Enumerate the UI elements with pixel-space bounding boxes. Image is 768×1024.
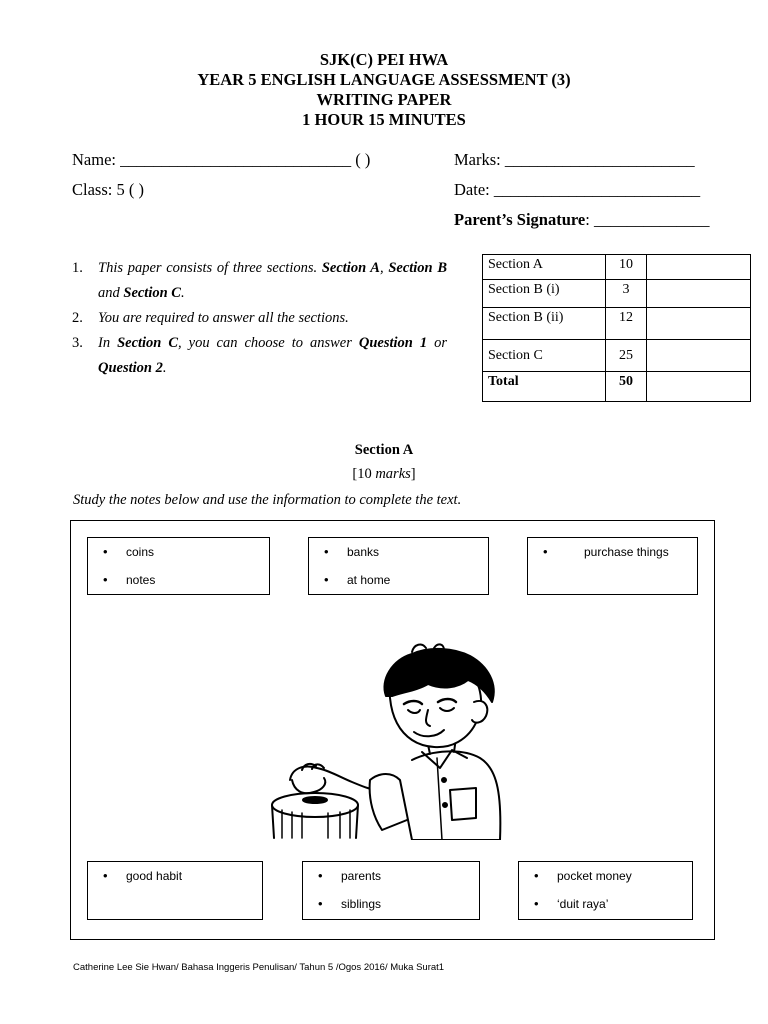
table-row	[483, 280, 751, 308]
table-row	[483, 255, 751, 280]
instruction-item: 3. In Section C, you can choose to answer Question 1 or Question 2.	[72, 331, 447, 381]
instruction-number: 2.	[72, 310, 83, 326]
section-cell: Section B (ii)	[483, 308, 606, 340]
score-cell[interactable]	[647, 280, 751, 308]
instruction-item: 2. You are required to answer all the sections.	[72, 306, 447, 331]
parent-signature-field[interactable]	[454, 210, 709, 230]
note-box-uses	[527, 537, 698, 595]
instruction-number: 3.	[72, 335, 83, 351]
table-row	[483, 308, 751, 340]
instruction-number: 1.	[72, 260, 83, 276]
paper-title: WRITING PAPER	[316, 90, 452, 109]
marks-cell: 25	[606, 340, 647, 372]
section-cell: Section C	[483, 340, 606, 372]
score-cell[interactable]	[647, 255, 751, 280]
instruction-item: 1. This paper consists of three sections. Section A, Section B and Section C.	[72, 256, 447, 306]
page-footer: Catherine Lee Sie Hwan/ Bahasa Inggeris Penulisan/ Tahun 5 /Ogos 2016/ Muka Surat1	[73, 962, 445, 973]
note-item: • coins	[88, 545, 269, 559]
instructions	[72, 256, 447, 381]
note-item: • at home	[309, 573, 488, 587]
duration: 1 HOUR 15 MINUTES	[302, 110, 466, 129]
score-cell[interactable]	[647, 308, 751, 340]
note-item: • ‘duit raya’	[519, 897, 692, 911]
name-field[interactable]: Name: ____________________________ ( )	[72, 150, 371, 169]
section-a-title: Section A	[354, 442, 414, 458]
date-field[interactable]: Date: _________________________	[454, 180, 701, 199]
table-row	[483, 372, 751, 402]
note-box-habit	[87, 861, 263, 920]
total-score-cell[interactable]	[647, 372, 751, 402]
money-box-icon	[272, 793, 358, 838]
note-item: • parents	[303, 869, 479, 883]
note-item: • banks	[309, 545, 488, 559]
section-cell: Section A	[483, 255, 606, 280]
total-label: Total	[483, 372, 606, 402]
boy-saving-money-illustration	[262, 640, 522, 840]
marks-table	[482, 254, 751, 402]
section-a-instruction: Study the notes below and use the information to complete the text.	[73, 492, 462, 508]
section-a-marks: [10 marks]	[352, 466, 416, 482]
note-item: • pocket money	[519, 869, 692, 883]
section-cell: Section B (i)	[483, 280, 606, 308]
assessment-title: YEAR 5 ENGLISH LANGUAGE ASSESSMENT (3)	[197, 70, 571, 89]
note-item: • good habit	[88, 869, 262, 883]
marks-field[interactable]: Marks: _______________________	[454, 150, 695, 169]
marks-cell: 12	[606, 308, 647, 340]
note-box-people	[302, 861, 480, 920]
marks-cell: 10	[606, 255, 647, 280]
document-header	[0, 50, 768, 130]
note-box-money-types	[87, 537, 270, 595]
table-row	[483, 340, 751, 372]
signature-blank: : ______________	[585, 210, 710, 229]
total-marks: 50	[606, 372, 647, 402]
marks-cell: 3	[606, 280, 647, 308]
score-cell[interactable]	[647, 340, 751, 372]
note-box-money-sources	[518, 861, 693, 920]
note-box-saving-places	[308, 537, 489, 595]
school-name: SJK(C) PEI HWA	[319, 50, 449, 69]
note-item: • notes	[88, 573, 269, 587]
signature-label: Parent’s Signature	[454, 210, 586, 229]
note-item: • purchase things	[528, 545, 697, 559]
note-item: • siblings	[303, 897, 479, 911]
class-field[interactable]: Class: 5 ( )	[72, 180, 144, 199]
